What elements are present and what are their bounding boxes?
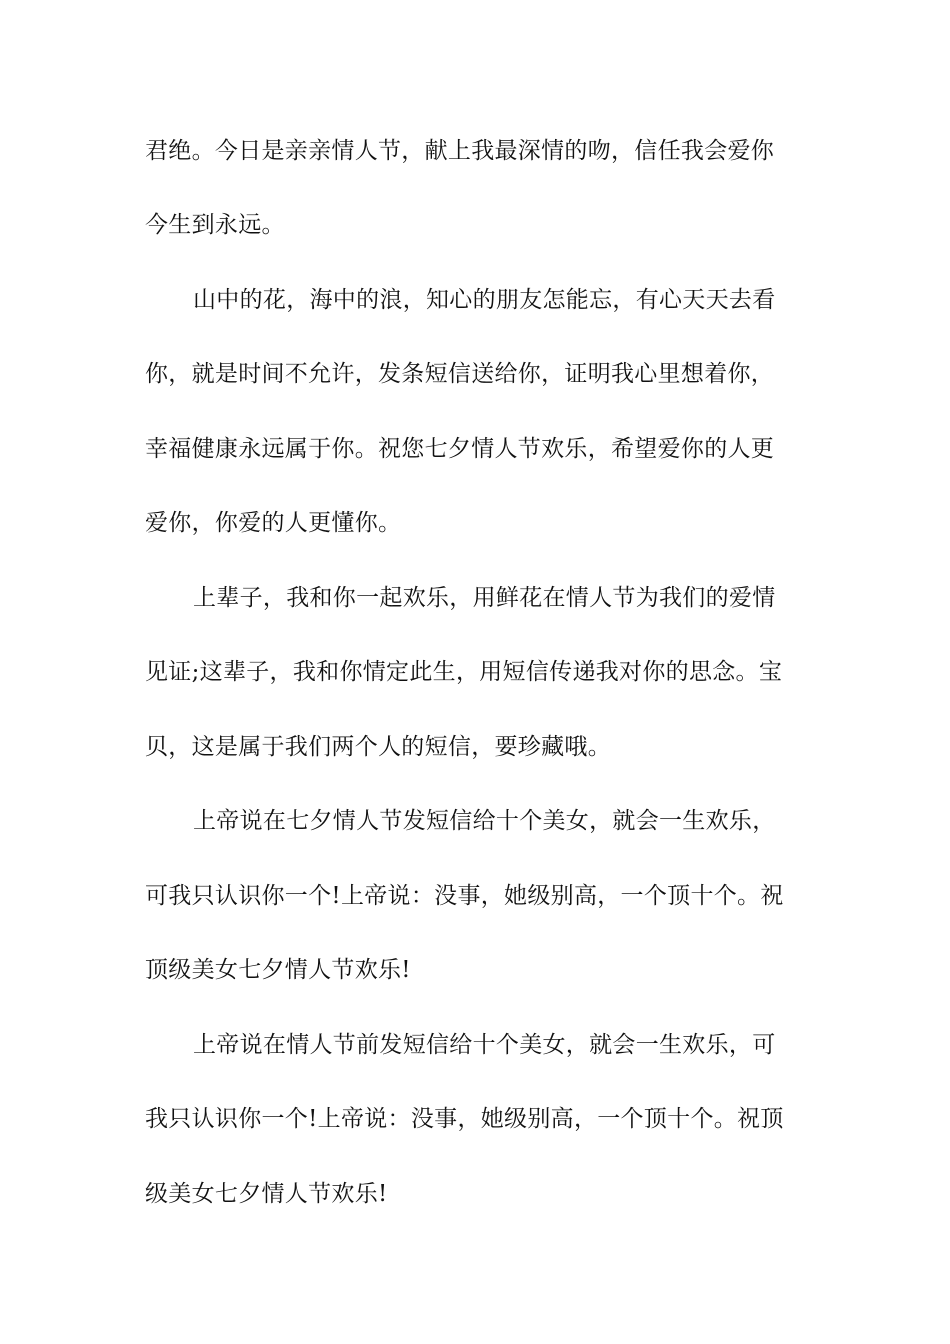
text-line: 君绝。今日是亲亲情人节，献上我最深情的吻，信任我会爱你	[145, 138, 775, 164]
paragraph-first-line: 上辈子，我和你一起欢乐，用鲜花在情人节为我们的爱情	[193, 585, 776, 611]
text-line: 顶级美女七夕情人节欢乐!	[145, 957, 411, 983]
text-line: 可我只认识你一个!上帝说：没事，她级别高，一个顶十个。祝	[145, 883, 784, 909]
text-line: 今生到永远。	[145, 212, 285, 238]
text-line: 见证;这辈子，我和你情定此生，用短信传递我对你的思念。宝	[145, 659, 783, 685]
text-line: 爱你，你爱的人更懂你。	[145, 510, 402, 536]
text-line: 我只认识你一个!上帝说：没事，她级别高，一个顶十个。祝顶	[145, 1106, 784, 1132]
text-line: 级美女七夕情人节欢乐!	[145, 1181, 388, 1207]
paragraph-first-line: 山中的花，海中的浪，知心的朋友怎能忘，有心天天去看	[193, 287, 776, 313]
paragraph-first-line: 上帝说在七夕情人节发短信给十个美女，就会一生欢乐，	[193, 808, 776, 834]
text-line: 贝，这是属于我们两个人的短信，要珍藏哦。	[145, 734, 611, 760]
text-line: 你，就是时间不允许，发条短信送给你，证明我心里想着你，	[145, 361, 775, 387]
paragraph-first-line: 上帝说在情人节前发短信给十个美女，就会一生欢乐，可	[193, 1032, 776, 1058]
text-line: 幸福健康永远属于你。祝您七夕情人节欢乐，希望爱你的人更	[145, 436, 775, 462]
